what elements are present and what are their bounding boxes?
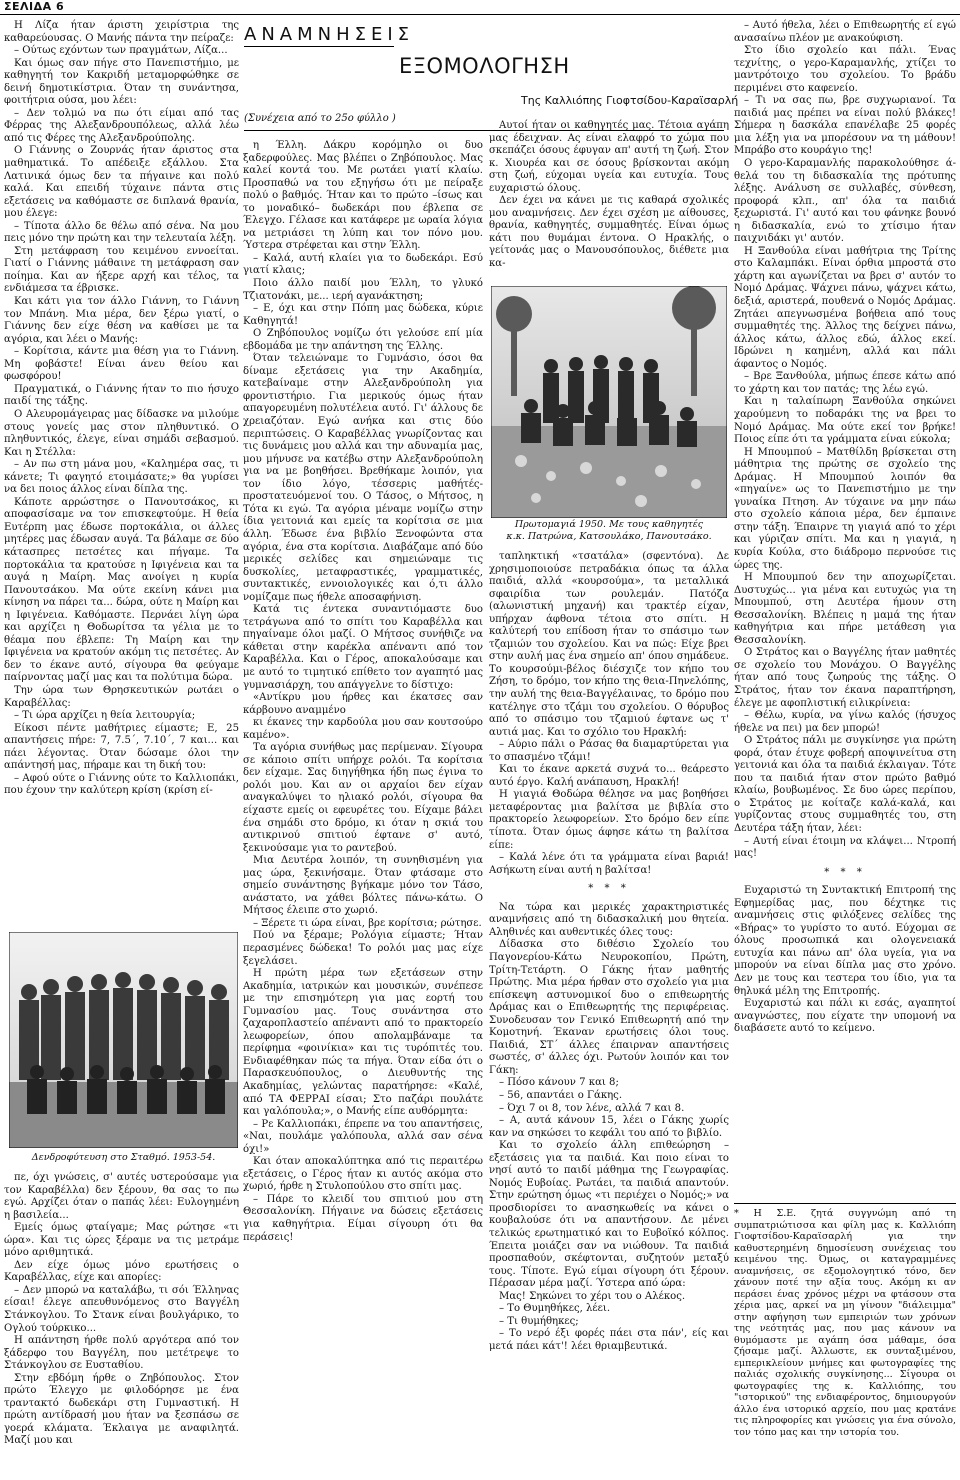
paragraph: Στη μετάφραση του κειμένου εννοείται. Γιατί ο Γιάννης μάθαινε τη μετάφραση σαν ποίημα. Και αν ήξερε αρχή και τέλος, τα ενδιάμεσα τα έβρισκε. [4, 245, 239, 295]
paragraph: Είκοσι πέντε μαθήτριες είμαστε; Ε, 25 απαντήσεις πήρε: 7, 7.5΄, 7.10΄, 7 και... και πάει λέγοντας. Όταν δώσαμε όλοι την απάντησή μας, πήραμε και τη δική του: [4, 722, 239, 772]
title-underline [244, 46, 394, 47]
photo-tree-planting-image [9, 932, 238, 1148]
paragraph: – Τι να σας πω, βρε συχγωριανοί. Τα παιδιά μας πρέπει να είναι πολύ βλάκες! Σήμερα η δασκάλα επανέλαβε 25 φορές μια λέξη για να μπορέσουν να τη μάθουν! Μπράβο στο κουράγιο της! [734, 95, 956, 157]
paragraph: Ο γερο-Καραμανλής παρακολούθησε ά- θελά του τη διδασκαλία της πρότυπης λέξης. Ανάλυση σε συλλαβές, σύνθεση, προφορά κλπ., απ' όλα τα παιδιά ξεχωριστά. Γι' αυτό και του φάνηκε βουνό η διδασκαλία, ενώ το χτίσιμο ήταν παιχνιδάκι γι' αυτόν. [734, 158, 956, 245]
page-header [0, 0, 960, 20]
paragraph: – Δεν μπορώ να καταλάβω, τι σόι Έλληνας είσαι! έλεγε απευθυνόμενος στο Βαγγέλη Στάνκογλου. Το Στανκ είναι βουλγάρικο, το Ογλού τούρκικο... [4, 1284, 239, 1334]
paragraph: Όταν τελειώναμε το Γυμνάσιο, όσοι θα δίναμε εξετάσεις για την Ακαδημία, κατεβαίναμε στην Αλεξανδρούπολη για φροντιστήριο. Για μερικούς όμως ήταν απαγορευμένη πολυτέλεια αυτό. Γι' άλλους δε χρειαζόταν. Εγώ ανήκα και στις δύο περιπτώσεις. Ο Καραβέλλας γνωρίζοντας και τις δυνάμεις μου αλλά και την αδυναμία μας, μου μήνυσε να κατέβω στην Αλεξανδρούπολη για να με βοηθήσει. Βρεθήκαμε λοιπόν, για τον ίδιο λόγο, τέσσερις μαθήτές-προστατευόμενοί του. Ο Τάσος, ο Μήτσος, η Τότα κι εγώ. Τα αγόρια μέναμε νομίζω στην ίδια γειτονιά και εμείς τα κορίτσια σε μια άλλη. Έδωσε ένα βιβλίο Ξενοφώντα στα αγόρια, ένα στα κορίτσια. Διαβάζαμε από δύο μερικές σελίδες και σημειώναμε τις δυσκολίες, μεταφραστικές, γραμματικές, συντακτικές, εννοιολογικές και ό,τι άλλο νομίζαμε πως ήθελε αποσαφήνιση. [243, 353, 483, 603]
column-2 [243, 140, 483, 1244]
paragraph: – Όχι 7 οι 8, τον λένε, αλλά 7 και 8. [499, 1102, 685, 1114]
paragraph: – Ξέρετε τι ώρα είναι, βρε κορίτσια; ρώτησε. [253, 917, 482, 929]
paragraph: – Δεν τολμώ να πω ότι είμαι από τας Φέρρας της Αλεξανδρουπόλεως, αλλά λέω από τις Φέρες της Αλεξανδρούπολης. [4, 107, 239, 144]
paragraph: Και το σχολείο άλλη επιθεώρηση – εξετάσεις για τα παιδιά. Και ποιο είναι το νησί αυτό το παιδί μάθημα της Γεωγραφίας. Νομός Ευβοίας. Ρωτάει, τα παιδιά απαντούν. Στην ερώτηση όμως «τι περιέχει ο Νομός;» να προσδιορίσει το ανασηκωθείς να κάνει ο κουβαλούσε ότι να απαντήσουν. Δε μένει τελικώς ερωτηματικό και το Ευβοϊκό κόλπος. Έπειτα μοιάζει σαν να νιώθουν. Τα παιδιά προσπαθούν, σκέφτονται, συζητούν μεταξύ τους. Τίποτε. Εγώ είμαι σίγουρη ότι ξέρουν. Πέρασαν μέρα μαζί. Ύστερα από ώρα: [489, 1140, 729, 1290]
paragraph: Και κάτι για τον άλλο Γιάννη, το Γιάννη τον Μπάνη. Μια μέρα, δεν ξέρω γιατί, ο Γιάννης δεν είχε θέση να καθίσει με τα αγόρια, και λέει ο Μανής: [4, 296, 239, 345]
paragraph: Δεν είχε όμως μόνο ερωτήσεις ο Καραβέλλας, είχε και απορίες: [4, 1259, 239, 1284]
paragraph: Ο Στράτος και ο Βαγγέλης ήταν μαθητές σε σχολείο του Μονάχου. Ο Βαγγέλης ήταν από τους ζωηρούς της τάξης. Ο Στράτος, ήταν τον έκανα παραπτήρηση, έλεγε με αφοπλιστική ειλικρίνεια: [734, 647, 956, 709]
paragraph: – Τι ώρα αρχίζει η θεία λειτουργία; [14, 710, 196, 722]
paragraph: Κάποτε αρρώστησε ο Πανουτσάκος, κι αποφασίσαμε να τον επισκεφτούμε. Η θεία Ευτέρπη μας έδωσε πορτοκάλια, οι άλλες μητέρες μας έδωσαν αυγά. Τα βάλαμε σε δύο κάτασπρες πετσέτες και πήγαμε. Τα πορτοκάλια τα κρατούσε η Ιφιγένεια και τα αυγά η Μαίρη. Μας ανοίγει η κυρία Πανουτσάκου. Μα ούτε εκείνη κάνει μια κίνηση να πάρει τα... δώρα, ούτε η Μαίρη και η Ιφιγένεια. Καθόμαστε. Περνάει λίγη ώρα και αρχίζει η Θοδωρίτσα τα γέλια με το θέαμα που έβλεπε: Τη Μαίρη και την Ιφιγένεια να κρατούν ακόμη τις πετσέτες. Αν δεν το έκανε αυτό, σίγουρα θα φεύγαμε παίρνοντας μαζί μας και τα πολύτιμα δώρα. [4, 496, 239, 684]
photo-may-day-1950-image [491, 286, 727, 518]
paragraph: Η Ξανθούλα είναι μαθήτρια της Τρίτης στο Καλαμπάκι. Είναι όρθια μπροστά στο χάρτη και αγωνίζεται να βρει σ' αυτόν το Νομό Δράμας. Ψάχνει πάνω, ψάχνει κάτω, δεξιά, αριστερά, πουθενά ο Νομός Δράμας. Ζητάει απεγνωσμένα βοήθεια από τους συμμαθητές της. Άλλος της δείχνει πάνω, άλλος κάτω, άλλος εδώ, άλλος εκεί. Ιδρώνει η καημένη, αλλά και πάλι άφαντος ο Νομός. [734, 245, 956, 370]
paragraph: Η Λίζα ήταν άριστη χειρίστρια της καθαρεύουσας. Ο Μανής πάντα την πείραζε: [4, 20, 239, 44]
paragraph: Και όταν αποκαλύπτηκα από τις περαιτέρω εξετάσεις, ο Γέρος ήταν κι αυτός ακόμα στο χωριό, ήρθε η Στυλοπούλου στο σπίτι μας. [243, 1156, 483, 1193]
section-divider: * * * [588, 883, 630, 895]
paragraph: Ποιο άλλο παιδί μου Έλλη, το γλυκό Τζιατονάκι, με... ιερή αγανάκτηση; [243, 278, 483, 302]
paragraph: πε, όχι γνώσεις, σ' αυτές υστερούσαμε για τον Καραβέλλα) δεν ξέρουν, θα σας το πω εγώ. Αρχίζει όταν ο παπάς λέει: Ευλογημένη η βασιλεία... [4, 1172, 239, 1221]
editorial-footnote [734, 1203, 956, 1438]
caption-line: Πρωτομαγιά 1950. Με τους καθηγητές [514, 519, 704, 530]
paragraph: Ευχαριστώ τη Συντακτική Επιτροπή της Εφημερίδας μας, που δέχτηκε τις αναμνήσεις στις φιλόξενες σελίδες της «Βήρας» το γυρίστο το αυτό. Εύχομαι σε όλους προσωπικά και ολογενειακά ευτυχία και πάνω απ' όλα υγεία, για να μπορούν να είναι δίπλα μας στο χρόνο. Δεν με τους και τεστερα του ίδιο, για τα θηλυκά μέλη της Επιτροπής. [734, 885, 956, 997]
paragraph: Η Μπουμπού – Ματθίλδη βρίσκεται στη μάθητρια της πρώτης σε σχολείο της Δράμας. Η Μπουμπού λοιπόν θα «πηγαίνε» ως το Πανεπιστήμιο με την γυναίκα Πτηση. Αν τύχαινε να μην πάω στο σχολείο κάποια μέρα, δεν έμπαινε στην τάξη. Έπαιρνε τη γιαγιά από το χέρι και γύριζαν σπίτι. Μα και η γιαγιά, η κυρία Κούλα, στο διάδρομο περνούσε τις ώρες της. [734, 446, 956, 571]
column-3 [489, 120, 729, 271]
paragraph: – Πόσο κάνουν 7 και 8; [499, 1077, 619, 1089]
paragraph: η Έλλη. Δάκρυ κορόμηλο οι δυο ξαδερφούλες. Μας βλέπει ο Ζηβόπουλος. Μας καλεί κοντά του. Με ρωτάει γιατί κλαίω. Προσπαθώ να του εξηγήσω ότι με πείραξε πολύ ο βαθμός. Ήταν και το πρώτο –ίσως και το μοναδικό– δωδεκάρι που έβλεπα σε Έλεγχο. Γέλασε και κατάφερε με ωραία λόγια να μετριάσει τη λύπη και τον πόνο μου. Ύστερα στρέφεται και στην Έλλη. [243, 140, 483, 252]
paragraph: – Τι θυμήθηκες; [499, 1315, 579, 1327]
header-rule [0, 14, 960, 15]
paragraph: – Αύριο πάλι ο Ράσας θα διαμαρτύρεται για το σπασμένο τζάμι! [489, 739, 729, 763]
caption-line: κ.κ. Πατρώνα, Κατσουλάκο, Πανουτσάκο. [506, 530, 712, 542]
paragraph: Την ώρα των Θρησκευτικών ρωτάει ο Καραβέλλας: [4, 684, 239, 709]
paragraph: Κατά τις έντεκα συναντιόμαστε δυο τετράγωνα από το σπίτι του Καραβέλλα και πηγαίναμε όλοι μαζί. Ο Μήτσος συνήθιζε να κάθεται στην καρέκλα απέναντι από τον Καραβέλλα. Και ο Γέρος, αποκαλούσαμε και με αυτό το τιμητικό επίθετο τον αγαπητό μας γυμνασιάρχη, του απάγγελνε το δίστιχο: [243, 604, 483, 691]
paragraph: – Το νερό έξι φορές πάει στα πάν', είς και μετά πάει κάτ'! λέει θριαμβευτικά. [489, 1328, 729, 1352]
paragraph: Ο Γιάννης ο Ζουρνάς ήταν άριστος στα μαθηματικά. Το απέδειξε εξάλλου. Στα Λατινικά όμως δεν τα πήγαινε και πολύ καλά. Και επειδή τύχαινε πάντα στις εξετάσεις να καθόμαστε σε διπλανά θρανία, μου έλεγε: [4, 145, 239, 220]
paragraph: Δεν έχει να κάνει με τις καθαρά σχολικές μου αναμνήσεις. Δεν έχει σχέση με αίθουσες, θρανία, καθηγητές, συμμαθητές. Είναι όμως κάτι που θυμάμαι έντονα. Ο Ηρακλής, ο γείτονάς μας ο Μανουσόπουλος, διέθετε μια κα- [489, 195, 729, 270]
paragraph: – Το Θυμηθήκες, λέει. [499, 1303, 611, 1315]
paragraph: – Ούτως εχόντων των πραγμάτων, Λίζα... [14, 45, 228, 57]
paragraph: Ο Αλευρομάγειρας μας δίδασκε να μιλούμε στους γονείς μας στον πληθυντικό. Ο πληθυντικός, έλεγε, είναι σημάδι σεβασμού. Και η Στέλλα: [4, 408, 239, 458]
paragraph: Και όμως σαν πήγε στο Πανεπιστήμιο, με καθηγητή τον Κακριδή μεταμορφώθηκε σε δεινή δημοτικίστρια. Όταν τη συνάντησα, φοιτήτρια ούσα, μου λέει: [4, 57, 239, 107]
photo-caption-tree-planting: Δενδροφύτευση στο Σταθμό. 1953-54. [31, 1152, 216, 1163]
paragraph: Και το έκανε αρκετά συχνά το... θεάρεστο αυτό έργο. Καλή ανάπαυση, Ηρακλή! [489, 764, 729, 788]
paragraph: ταπληκτική «τσατάλα» (σφεντόνα). Δε χρησιμοποιούσε πετραδάκια όπως τα άλλα παιδιά, αλλά «κουρσούμα», τα μεταλλικά σφαιρίδια των ρουλεμάν. Πατόζα (αλωνιστική μηχανή) και τρακτέρ είχαν, υπήρχαν άφθονα τέτοια στο σπίτι. Η καλύτερή του επίδοση ήταν το σπάσιμο των τζαμιών του σχολείου. Και να πώς: Είχε βρει στην αυλή μας ένα σημείο απ' όπου σημάδευε. Το κουρσούμι-βέλος διέσχιζε τον κήπο του Ζήση, το δρόμο, τον κήπο της θεια-Πηνελόπης, την αυλή της θεια-Βαγγέλαινας, το δρόμο που κατέληγε στο τζάμι του σχολείου. Ο θόρυβος από το σπάσιμο του τζαμιού έφτανε ως τ' αυτιά μας. Και το σχόλιο του Ηρακλή: [489, 551, 729, 738]
paragraph: Δίδασκα στο διθέσιο Σχολείο του Παγονερίου-Κάτω Νευροκοπίου, Πρώτη, Τρίτη-Τετάρτη. Ο Γάκης ήταν μαθητής Πρώτης. Μια μέρα ήρθαν στο σχολείο για μια επίσκεψη αστυνομικοί δυο ο επιθεωρητής Δράμας και ο Επιθεωρητής της περιφέρειας. Συνοδευσαν τον Γενικό Επιθεωρητή από την Κομοτηνή. Έκαναν ερωτήσεις όλοι τους. Παιδιά, ΣΤ΄ άλλες έπαιρναν απαντήσεις σωστές, σ' άλλες όχι. Ρωτούν λοιπόν και τον Γάκη: [489, 939, 729, 1076]
paragraph: – Θέλω, κυρία, να γίνω καλός (ήσυχος ήθελε να πει) μα δεν μπορώ! [734, 710, 956, 734]
paragraph: – Αυτό ήθελα, λέει ο Επιθεωρητής εί εγώ ανασαίνω πλέον με ανακούφιση. [734, 20, 956, 44]
paragraph: Αυτοί ήταν οι καθηγητές μας. Τέτοια αγάπη μας έδειχναν. Ας είναι ελαφρό το χώμα που σκεπάζει όσους έφυγαν απ' αυτή τη ζωή. Στον κ. Χιουρέα και σε όσους βρίσκονται ακόμη στη ζωή, εύχομαι υγεία και ευτυχία. Τους ευχαριστώ όλους. [489, 120, 729, 194]
column-3-continued [489, 551, 729, 1353]
paragraph: Εμείς όμως φταίγαμε; Μας ρώτησε «τι ώρα». Και τις ώρες ξέραμε να τις μετράμε μόνο αριθμητικά. [4, 1222, 239, 1259]
paragraph: Μας! Σηκώνει το χέρι του ο Αλέκος. [499, 1290, 686, 1302]
column-4 [734, 20, 956, 1036]
paragraph: – Ε, όχι και στην Πόπη μας δώδεκα, κύριε Καθηγητά! [243, 303, 483, 327]
paragraph: Ο Ζηβόπουλος νομίζω ότι γελούσε επί μία εβδομάδα με την απάντηση της Έλλης. [243, 328, 483, 352]
paragraph: Η απάντηση ήρθε πολύ αργότερα από τον ξάδερφο του Βαγγέλη, που μετέτρεψε το Στάνκογλου σε Ευσταθίου. [4, 1335, 239, 1372]
paragraph: Πού να ξέραμε; Ρολόγια είμαστε; Ήταν περασμένες δώδεκα! Το ρολόι μας μας είχε ξεγελάσει. [243, 930, 483, 967]
paragraph: – 56, απαντάει ο Γάκης. [499, 1089, 623, 1101]
paragraph: Πραγματικά, ο Γιάννης ήταν το πιο ήσυχο παιδί της τάξης. [4, 383, 239, 408]
paragraph: – Πάρε το κλειδί του σπιτιού μου στη Θεσσαλονίκη. Πήγαινε να δώσεις εξετάσεις για καθηγήτρια. Είμαι σίγουρη ότι θα περάσεις! [243, 1193, 483, 1243]
paragraph: – Ρε Καλλιοπάκι, έπρεπε να του απαντήσεις, «Ναι, πουλάμε γαλόπουλα, αλλά σαν σένα όχι!» [243, 1118, 483, 1155]
page-number: ΣΕΛΙΔΑ 6 [4, 0, 65, 13]
column-1-continued [4, 1172, 239, 1448]
paragraph: Στο ίδιο σχολείο και πάλι. Ένας τεχνίτης, ο γερο-Καραμανλής, χτίζει το μαντρότοιχο του σχολείου. Το βράδυ περιμένει στο καφενείο. [734, 45, 956, 94]
paragraph: Ο Στράτος πάλι με συγκίνησε για πρώτη φορά, όταν έτυχε φοβερή αποψινείτυα στη γειτονιά και όλα τα παιδιά έκλαιγαν. Τότε που τα παιδιά ήταν στον πρώτο βαθμό κλαίω, βουβωμένος. Σε δυο ώρες περίπου, ο Στράτος με κοίταζε καλά-καλά, και γυρίζοντας στους συμμαθητές του, στη Δευτέρα τάξη ήταν, λέει: [734, 735, 956, 834]
section-divider: * * * [824, 866, 866, 878]
photo-may-day-1950 [491, 286, 727, 518]
poem-line: «Αντίκρυ μου ήρθες και έκατσες σαν κάρβουνο αναμμένο [243, 692, 483, 716]
paragraph: – Βρε Ξανθούλα, μήπως έπεσε κάτω από το χάρτη και τον πατάς; της λέω εγώ. [734, 371, 956, 395]
poem-line: κι έκανες την καρδούλα μου σαν κουτσούρο καμένο». [243, 717, 483, 741]
paragraph: Και η ταλαίπωρη Ξανθούλα σηκώνει χαρούμενη το ποδαράκι της να βρει το Νομό Δράμας. Μα ούτε εκεί τον βρήκε! Ποιος είπε ότι τα γράμματα είναι εύκολα; [734, 396, 956, 446]
paragraph: – Αφού ούτε ο Γιάννης ούτε το Καλλιοπάκι, που έχουν την καλύτερη κρίση (κρίση εί- [4, 772, 239, 797]
section-title-memories: ΑΝΑΜΝΗΣΕΙΣ [244, 24, 415, 45]
paragraph: – Τίποτα άλλο δε θέλω από σένα. Να μου πεις μόνο την πρώτη και την τελευταία λέξη. [4, 220, 239, 245]
paragraph: – Αυτή είναι έτοιμη να κλάψει... Ντροπή μας! [734, 835, 956, 860]
paragraph: – Κορίτσια, κάντε μια θέση για το Γιάννη. Μη φοβάστε! Είναι άνευ θείου και φωσφόρου! [4, 346, 239, 383]
footnote-text: * Η Σ.Ε. ζητά συγγνώμη από τη συμπατριώτισσα και φίλη μας κ. Καλλιόπη Γιοφτσίδου-Καραϊσαρλή για την καθυστερημένη δημοσίευση συνέχειας του κειμένου της. Όμως, οι καταγραμμένες αναμνήσεις, σε εξομολογητικό τόνο, δεν χάνουν ποτέ την αξία τους. Ακόμη κι αν περάσει ένας χρόνος μέχρι να φτάσουν στα χέρια μας, αρκεί να μη γίνουν "διάλειμμα" στην αφήγηση των εμπειριών των χρόνων της νεότητάς μας, που μας κάνουν να θυμόμαστε με αγάπη όσα μάθαμε, όσα ζήσαμε μαζί. Άλλωστε, εκ συνταξιμένου, εμπερικλείουν μνήμες και φωτογραφίες της παλιάς σχολικής συγκίνησης... Σίγουρα οι φωτογραφίες της κ. Καλλιόπης, του "ιστορικού" της ενδιαφέροντος, δημιουργούν άλλο ένα ιστορικό αρχείο, που μας κρατάνε τις πληροφορίες και γνώσεις για ένα σύνολο, τον τόπο μας και την ιστορία του. [734, 1208, 956, 1438]
paragraph: – Καλά, αυτή κλαίει για το δωδεκάρι. Εσύ γιατί κλαις; [243, 252, 483, 277]
article-author: Της Καλλιόπης Γιοφτσίδου-Καραϊσαρλή [521, 94, 739, 107]
paragraph: Ευχαριστώ και πάλι κι εσάς, αγαπητοί αναγνώστες, που είχατε την υπομονή να διαβάσετε αυτό το κείμενο. [734, 998, 956, 1035]
article-title: ΕΞΟΜΟΛΟΓΗΣΗ [399, 54, 570, 78]
paragraph: Στην εβδόμη ήρθε ο Ζηβόπουλος. Στον πρώτο Έλεγχο με φιλοδόρησε με ένα τραντακτό δωδεκάρι στη Γυμναστική. Η πρώτη αντίδρασή μου ήταν να ξεσπάσω σε γοερά κλάματα. Έκλαιγα με αναφιλητά. Μαζί μου και [4, 1372, 239, 1447]
paragraph: – Αν πω στη μάνα μου, «Καλημέρα σας, τι κάνετε; Τι φαγητό ετοιμάσατε;» θα γυρίσει να δει ποιος άλλος είναι δίπλα της. [4, 459, 239, 496]
photo-tree-planting [9, 932, 238, 1148]
continuation-note: (Συνέχεια από το 25ο φύλλο ) [244, 113, 396, 124]
paragraph: Η πρώτη μέρα των εξετάσεων στην Ακαδημία, ιατρικών και μουσικών, συνέπεσε με την επισημότερη για μας εορτή του Γυμνασίου μας. Τους συνάντησα στο ζαχαροπλαστείο απέναντι από το πρακτορείο λεωφορείων, όπου απολαμβάναμε τα περίφημα «φοινίκια» και τις τυρόπιτές του. Ενδιαφέθηκαν πώς τα πήγα. Όταν είδα ότι ο Παρασκευόπουλος, ο Διευθυντής της Ακαδημίας, γελώντας παρατήρησε: «Καλέ, από ΤΑ ΦΕΡΡΑΙ είσαι; Στο παζάρι πουλάτε και γαλόπουλα;», ο Μανής είπε αυθόρμητα: [243, 968, 483, 1118]
column-1 [4, 20, 239, 798]
paragraph: Μια Δευτέρα λοιπόν, τη συνηθισμένη για μας ώρα, ξεκινήσαμε. Όταν φτάσαμε στο σημείο συνάντησης βγήκαμε μόνο τον Τάσο, ανάστατο, να χάθει βόλτες πάνω-κάτω. Ο Μήτσος έλειπε στο χωριό. [243, 855, 483, 917]
paragraph: – Α, αυτά κάνουν 15, λέει ο Γάκης χωρίς καν να σηκώσει το κεφάλι του από το βιβλίο. [489, 1115, 729, 1139]
photo-caption-may-day [491, 519, 727, 542]
paragraph: Να τώρα και μερικές χαρακτηριστικές αναμνήσεις από τη διδασκαλική μου θητεία. Αληθινές και αυθεντικές όλες τους: [489, 901, 729, 938]
paragraph: Η γιαγιά Θοδώρα θέλησε να μας βοηθήσει μεταφέροντας μια βαλίτσα με βιβλία στο πρακτορείο λεωφορείων. Στο δρόμο δεν είπε τίποτα. Όταν όμως άφησε κάτω τη βαλίτσα είπε: [489, 789, 729, 851]
paragraph: – Καλά λένε ότι τα γράμματα είναι βαριά! Ασήκωτη είναι αυτή η βαλίτσα! [489, 852, 729, 876]
paragraph: Τα αγόρια συνήθως μας περίμεναν. Σίγουρα σε κάποιο σπίτι υπήρχε ρολόι. Τα κορίτσια δεν είχαμε. Σας διηγήθηκα ήδη πως έγινα το ρολόι μου. Και αν οι αρχαίοι δεν είχαν αναγκαλύψει το ηλιακό ρολόι, σίγουρα θα είχαστε εμείς οι εφευρέτες του. Είχαμε βάλει ένα σημάδι στο δρόμο, κι όταν η σκιά του αντικρινού σπιτιού έφτανε σ' αυτό, ξεκινούσαμε για το ραντεβού. [243, 742, 483, 854]
paragraph: Η Μπουμπού δεν την αποχωρίζεται. Δυστυχώς... για μένα και ευτυχώς για τη Μπουμπού, στη Δευτέρα ήμουν στη Θεσσαλονίκη. Βλέπεις η μαμά της ήταν καθηγήτρια και πήρε μετάθεση για Θεσσαλονίκη. [734, 572, 956, 646]
